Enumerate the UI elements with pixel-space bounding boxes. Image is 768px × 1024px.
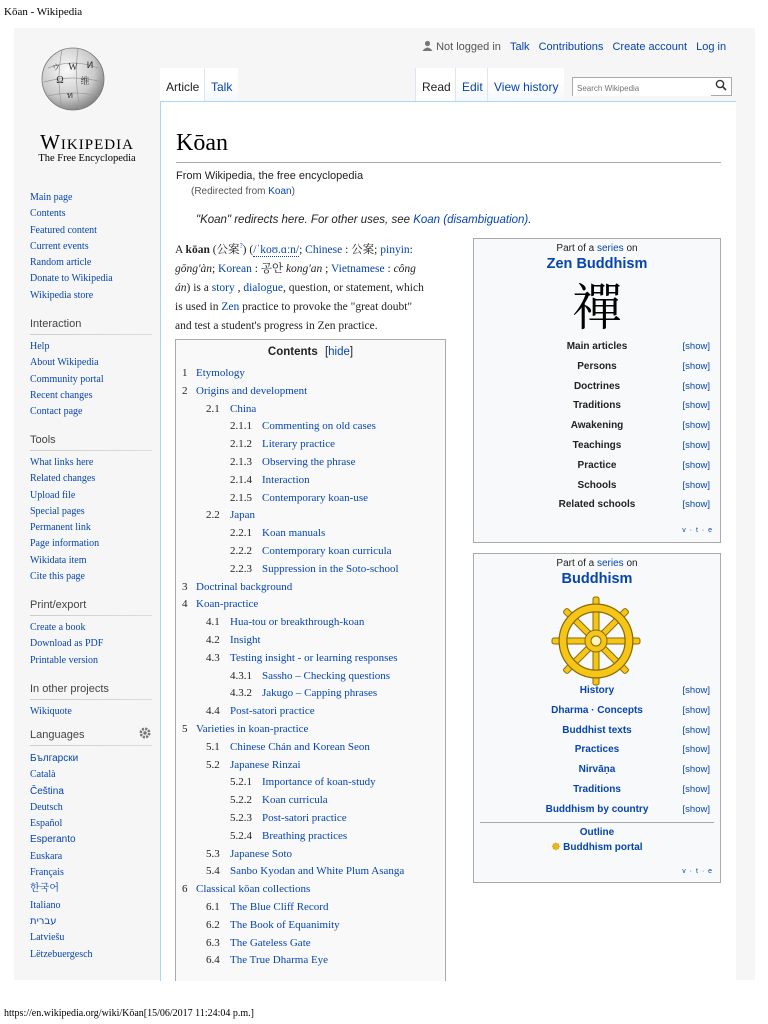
globe-glyph: Ω [56,75,64,86]
intro-italic: kong'an [285,262,323,275]
toc-item-number: 5 [182,723,188,735]
show-toggle[interactable]: [show] [682,784,710,795]
toc-item[interactable] [230,687,377,699]
toc-item-label: The Blue Cliff Record [230,901,329,913]
toc-item[interactable] [206,937,311,949]
toc-item-label: Suppression in the Soto-school [262,562,399,575]
dharma-wheel-icon [550,595,642,687]
globe-glyph: ウ [52,63,60,72]
language-link[interactable]: Lëtzebuergesch [30,948,93,960]
toc-heading [176,346,445,358]
divider [30,450,152,451]
zen-link[interactable]: Zen [221,300,240,313]
toc-item[interactable] [182,598,258,610]
globe-glyph: 维 [80,77,90,87]
toc-item[interactable] [230,492,368,504]
series-text: on [623,243,638,254]
infobox-row-label: Persons [577,360,617,372]
toc-item-label: Hua-tou or breakthrough-koan [230,616,365,629]
toc-item-number: 5.2.4 [230,829,252,842]
infobox-buddhism [473,553,721,883]
series-link[interactable]: series [596,243,624,254]
intro-italic: gōng'àn [175,262,212,275]
toc-item-label: Contemporary koan curricula [262,545,392,557]
show-toggle[interactable]: [show] [682,744,710,756]
sidebar-item-special-pages[interactable]: Special pages [30,505,85,517]
sidebar-heading-interaction[interactable]: Interaction [30,318,82,330]
toc-item-label: Testing insight - or learning responses [230,651,398,664]
toc-item[interactable] [206,865,404,877]
language-link[interactable]: Español [30,818,63,830]
toc-item-number: 4.4 [206,705,220,718]
toc-item[interactable] [230,420,376,432]
vte-links[interactable]: v · t · e [682,527,713,534]
toc-item-number: 2.1 [206,402,220,415]
sidebar-heading-other-projects[interactable]: In other projects [30,683,109,695]
languages-heading-label[interactable]: Languages [30,729,85,741]
toc-item[interactable] [230,670,390,682]
toc-item[interactable] [230,527,325,539]
sidebar-heading-languages [14,729,160,741]
toc-item-number: 2 [182,384,188,397]
toc-item-label: Observing the phrase [262,456,356,468]
toc-item-number: 2.2.2 [230,545,252,557]
toc-item[interactable] [230,830,347,842]
intro-text: : 公案; [342,243,381,256]
sidebar-item-donate[interactable]: Donate to Wikipedia [30,273,113,285]
toc-item-number: 5.2.1 [230,776,252,789]
show-toggle[interactable]: [show] [682,764,710,776]
toc-item-number: 5.2.2 [230,794,252,807]
title-divider [176,162,721,163]
intro-text: : 공안 [251,262,286,275]
globe-glyph: ท [67,91,73,101]
tab-article-label: Article [166,80,200,94]
toc-item-label: Breathing practices [262,829,348,842]
toc-item-label: Post-satori practice [230,705,315,718]
sidebar-item-cite-this-page[interactable]: Cite this page [30,571,85,583]
infobox-row-label[interactable]: Practices [574,744,620,756]
print-header: Kōan - Wikipedia [4,6,83,18]
toc-item[interactable] [206,616,364,628]
show-toggle[interactable]: [show] [682,420,710,432]
show-toggle[interactable]: [show] [682,803,710,815]
show-toggle[interactable]: [show] [682,685,710,696]
sidebar-item-download-pdf[interactable]: Download as PDF [30,638,104,650]
toc-item-number: 4.1 [206,616,220,629]
intro-text: (公案 [209,243,240,256]
intro-line [175,260,465,279]
dharma-wheel-small-icon: ☸ [551,842,561,853]
toc-item[interactable] [230,474,310,486]
infobox-row-label: Main articles [566,341,628,352]
toc-item[interactable] [206,901,328,913]
story-link[interactable]: story [211,281,235,294]
infobox-row-label[interactable]: Dharma · Concepts [551,704,643,716]
intro-text: , [234,281,244,294]
toc-item-label: Classical kōan collections [196,883,311,896]
tab-edit-label: Edit [462,80,483,94]
wikipedia-logo[interactable] [14,38,160,178]
toc-item-label: China [230,402,257,415]
show-toggle[interactable]: [show] [682,499,710,511]
toc-item[interactable] [206,705,315,717]
toc-item[interactable] [206,759,301,771]
toc-item-label: Origins and development [196,384,308,397]
toc-item-number: 5.3 [206,847,220,860]
sidebar-heading-tools[interactable]: Tools [30,434,56,446]
toc-item-number: 2.2.3 [230,562,252,575]
toc-item-label: Interaction [262,473,310,486]
language-link[interactable]: Български [30,753,79,764]
toc-item[interactable] [206,848,292,860]
show-toggle[interactable]: [show] [682,724,710,736]
toc-item-number: 4.3.1 [230,669,252,682]
toc-item-number: 2.1.3 [230,456,252,468]
tab-view-history[interactable] [487,68,564,101]
ipa-link[interactable]: /ˈkoʊ.ɑːn/ [253,243,300,256]
show-toggle[interactable]: [show] [682,360,710,372]
toc-item-number: 4.3 [206,651,220,664]
toc-item-label: Post-satori practice [262,812,347,824]
intro-text: : [409,243,413,256]
gear-icon[interactable] [138,726,152,740]
redirect-prefix: (Redirected from [191,186,269,197]
infobox-row-label[interactable]: History [579,685,615,696]
toc-item-number: 2.2.1 [230,527,252,540]
toc-item-label: Koan curricula [262,794,328,807]
series-text: Part of a [556,243,597,254]
toc-item[interactable] [206,403,256,415]
sidebar-tools [14,434,160,585]
language-link[interactable]: Français [30,867,64,879]
toc-item[interactable] [230,456,355,468]
user-icon [422,40,433,51]
series-notice [474,558,720,569]
toc-item[interactable] [230,776,376,788]
sidebar-item-contact-page[interactable]: Contact page [30,406,83,418]
toc-item-label: Contemporary koan-use [262,491,368,504]
sidebar-item-create-book[interactable]: Create a book [30,622,86,633]
toc-item[interactable] [182,883,310,895]
infobox-row-label: Related schools [558,499,636,511]
tab-talk-label: Talk [211,80,233,94]
infobox-zen-buddhism [473,238,721,543]
sidebar-item-contents[interactable]: Contents [30,208,66,220]
chinese-link[interactable]: Chinese [305,243,343,256]
infobox-row-label: Practice [577,459,617,471]
tab-talk[interactable] [204,68,238,101]
page-title: Kōan [176,130,228,156]
toc-item-number: 4 [182,598,188,611]
intro-text: A [175,243,186,256]
intro-paragraph [175,237,465,336]
toc-item-label: Japan [230,509,256,522]
toc-item[interactable] [182,723,308,735]
toc-item-label: Etymology [196,367,245,379]
toc-item[interactable] [230,545,392,557]
toc-item-label: Importance of koan-study [262,776,376,789]
toc-item-number: 4.3.2 [230,687,252,700]
infobox-row-label: Teachings [572,440,622,451]
toc-item[interactable] [206,634,261,646]
toc-item-label: The True Dharma Eye [230,954,329,967]
sidebar-item-about[interactable]: About Wikipedia [30,357,99,369]
series-link[interactable]: series [596,558,624,569]
language-link[interactable]: Latviešu [30,932,65,944]
contributions-link[interactable]: Contributions [538,41,604,53]
sidebar-heading-print-export[interactable]: Print/export [30,599,87,611]
toc-item-label: Sanbo Kyodan and White Plum Asanga [230,865,405,878]
toc-item[interactable] [206,509,255,521]
show-toggle[interactable]: [show] [682,341,710,352]
intro-text: ) ( [242,243,254,256]
redirect-suffix: ) [291,186,295,197]
globe-glyph: W [68,62,78,73]
toc-item[interactable] [206,954,328,966]
sidebar-item-page-information[interactable]: Page information [30,538,100,550]
show-toggle[interactable]: [show] [682,380,710,392]
infobox-row-label: Doctrines [573,380,621,392]
intro-italic: án [175,281,187,294]
sidebar-item-related-changes[interactable]: Related changes [30,473,96,485]
toc-hide-toggle[interactable]: hide [328,346,350,358]
toc-item-label: Sassho – Checking questions [262,669,391,682]
log-in-link[interactable]: Log in [696,41,727,53]
toc-item-number: 2.1.2 [230,438,252,451]
sidebar-item-upload-file[interactable]: Upload file [30,489,76,501]
sidebar-interaction [14,318,160,420]
toc-item-number: 2.2 [206,509,220,522]
search-input[interactable] [573,81,711,96]
toc-item-number: 5.2 [206,758,220,771]
language-link[interactable]: עברית [30,915,57,927]
intro-line: and test a student's progress in Zen practice. [175,319,378,332]
series-text: Part of a [556,558,597,569]
sidebar-item-what-links-here[interactable]: What links here [30,457,94,468]
sidebar-item-store[interactable]: Wikipedia store [30,289,94,301]
toc-item-label: Koan manuals [262,527,326,540]
toc-item[interactable] [182,367,245,379]
hatnote [196,214,531,226]
vte-links[interactable]: v · t · e [682,868,713,875]
not-logged-in: Not logged in [436,41,501,53]
print-footer: https://en.wikipedia.org/wiki/Kōan[15/06/2017 11:24:04 p.m.] [4,1008,254,1019]
toc-title: Contents [267,346,318,358]
toc-item-label: Commenting on old cases [262,420,376,433]
toc-item-number: 3 [182,580,188,593]
language-link[interactable]: Čeština [30,785,64,797]
intro-text: ; [322,262,332,275]
infobox-row-label: Schools [577,479,617,491]
infobox-row-label: Awakening [570,420,624,432]
sidebar-item-random-article[interactable]: Random article [30,257,92,269]
sidebar-item-featured-content[interactable]: Featured content [30,224,97,236]
intro-italic: công [393,262,416,275]
toc-item-number: 6.1 [206,901,220,913]
intro-text: , question, or statement, which [282,281,424,294]
toc-item-number: 5.2.3 [230,812,252,824]
redirect-notice [191,186,295,197]
zen-character-image: 禪 [572,279,622,337]
toc-item[interactable] [230,812,347,824]
show-toggle[interactable]: [show] [682,479,710,491]
toc-item[interactable] [230,563,399,575]
show-toggle[interactable]: [show] [682,704,710,716]
intro-line [175,237,465,260]
search-icon [715,79,727,91]
vietnamese-link[interactable]: Vietnamese [331,262,385,275]
toc-bracket: ] [349,346,354,358]
show-toggle[interactable]: [show] [682,440,710,451]
toc-item-number: 2.1.5 [230,491,252,504]
infobox-title[interactable]: Zen Buddhism [546,256,648,272]
site-subtitle: From Wikipedia, the free encyclopedia [176,170,364,182]
sidebar-item-current-events[interactable]: Current events [30,240,89,252]
intro-line [175,298,465,317]
series-text: on [623,558,638,569]
sidebar-print-export [14,599,160,669]
personal-tools [422,40,726,53]
divider [480,822,714,823]
toc-item-number: 6.3 [206,936,220,949]
intro-text: : [384,262,394,275]
toc-item-number: 2.1.1 [230,420,252,433]
toc-item-label: The Gateless Gate [230,936,311,949]
language-link[interactable]: Esperanto [30,834,76,846]
intro-bold-term: kōan [185,243,210,256]
sidebar-item-permanent-link[interactable]: Permanent link [30,522,91,534]
portal-link[interactable] [474,842,720,853]
pinyin-link[interactable]: pinyin [380,243,410,256]
reference-link[interactable]: ? [239,242,243,250]
toc-item[interactable] [206,652,398,664]
hatnote-text: "Koan" redirects here. For other uses, see [196,214,414,226]
toc-item-label: Japanese Soto [230,847,293,860]
globe-glyph: И [86,61,94,71]
language-link[interactable]: Deutsch [30,801,63,813]
sidebar-item-main-page[interactable]: Main page [30,192,73,203]
series-notice [474,243,720,254]
table-of-contents [175,339,446,981]
sidebar-item-community-portal[interactable]: Community portal [30,373,104,385]
intro-text: ) is a [186,281,212,294]
toc-item-label: Insight [230,634,261,646]
toc-item[interactable] [230,438,335,450]
sidebar-item-wikidata-item[interactable]: Wikidata item [30,554,87,566]
intro-line [175,279,465,298]
toc-item-label: Chinese Chán and Korean Seon [230,740,370,753]
wordmark-text: Wikipedia [40,130,134,154]
tab-view-history-label: View history [494,80,559,94]
intro-text: ; [299,243,306,256]
talk-link[interactable]: Talk [509,41,530,53]
infobox-row-label: Traditions [573,400,621,412]
portal-link-label: Buddhism portal [563,842,643,853]
infobox-row-label[interactable]: Nirvāṇa [578,764,616,776]
language-link[interactable]: Euskara [30,850,63,862]
wordmark [14,130,160,164]
divider [30,699,152,700]
toc-bracket: [ [324,346,329,358]
sidebar-item-help[interactable]: Help [30,341,50,352]
divider [30,615,152,616]
toc-item-label: Japanese Rinzai [230,758,301,771]
show-toggle[interactable]: [show] [682,400,710,412]
toc-item[interactable] [182,581,292,593]
tab-read-label: Read [422,80,451,94]
toc-item-number: 5.4 [206,865,220,878]
infobox-row-label[interactable]: Buddhism by country [545,803,649,815]
toc-item-label: The Book of Equanimity [230,918,340,931]
toc-item[interactable] [230,794,328,806]
sidebar-other-projects [14,683,160,720]
toc-item-label: Doctrinal background [196,580,293,593]
toc-item[interactable] [206,919,340,931]
toc-item-label: Jakugo – Capping phrases [262,687,378,700]
toc-item-number: 6.2 [206,918,220,931]
outline-link[interactable]: Outline [579,827,615,838]
divider [30,334,152,335]
infobox-title[interactable]: Buddhism [561,571,633,587]
search-button[interactable] [713,79,729,93]
sidebar-item-wikiquote[interactable]: Wikiquote [30,706,72,717]
toc-item[interactable] [182,385,307,397]
divider [30,745,152,746]
sidebar-languages [14,729,160,963]
tagline: The Free Encyclopedia [38,153,136,164]
toc-item-label: Literary practice [262,438,335,451]
infobox-row-label[interactable]: Buddhist texts [562,724,632,736]
toc-item-number: 6.4 [206,954,220,967]
hatnote-link[interactable]: Koan (disambiguation) [413,214,529,226]
toc-item-number: 1 [182,367,188,379]
toc-item-label: Varieties in koan-practice [196,723,309,735]
toc-item[interactable] [206,741,370,753]
language-link[interactable]: 한국어 [30,883,59,895]
redirect-link[interactable]: Koan [268,186,292,197]
puzzle-globe-icon [40,46,106,112]
sidebar-navigation [14,190,160,304]
show-toggle[interactable]: [show] [682,459,710,471]
intro-text: practice to provoke the "great doubt" [239,300,413,313]
hatnote-end: . [528,214,532,226]
dialogue-link[interactable]: dialogue [243,281,283,294]
toc-item-number: 4.2 [206,634,220,646]
tab-edit[interactable] [455,68,489,101]
toc-item-number: 6 [182,883,188,896]
language-link[interactable]: Català [30,769,56,781]
tab-read[interactable] [415,68,457,101]
intro-text: is used in [175,300,222,313]
toc-item-number: 2.1.4 [230,473,252,486]
sidebar-item-printable-version[interactable]: Printable version [30,654,99,666]
toc-item-label: Koan-practice [196,598,259,611]
intro-text: ; [211,262,219,275]
create-account-link[interactable]: Create account [612,41,688,53]
infobox-row-label[interactable]: Traditions [573,784,621,795]
korean-link[interactable]: Korean [218,262,252,275]
search-box [572,77,732,96]
toc-item-number: 5.1 [206,740,220,753]
language-link[interactable]: Italiano [30,899,61,911]
sidebar-item-recent-changes[interactable]: Recent changes [30,389,93,401]
tab-article[interactable] [160,68,205,101]
